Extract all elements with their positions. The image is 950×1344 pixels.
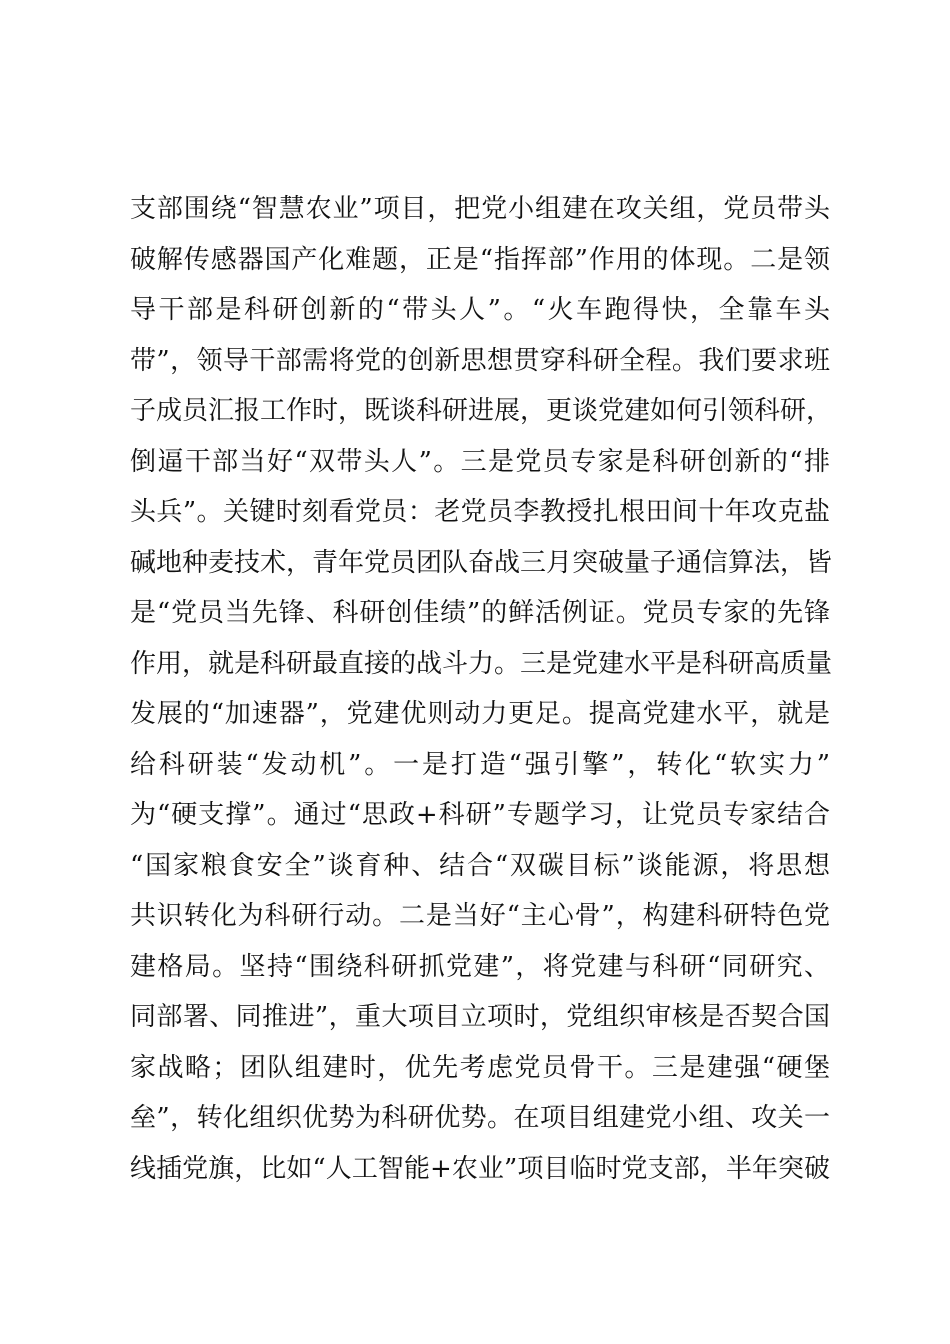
body-paragraph xyxy=(130,184,833,1194)
text-line-12: 给科研装“发动机”。一是打造“强引擎”，转化“软实力” xyxy=(130,749,830,780)
text-line-18: 家战略；团队组建时，优先考虑党员骨干。三是建强“硬堡 xyxy=(130,1052,830,1083)
text-line-5: 子成员汇报工作时，既谈科研进展，更谈党建如何引领科研， xyxy=(130,396,833,426)
text-line-17: 同部署、同推进”，重大项目立项时，党组织审核是否契合国 xyxy=(130,1002,830,1032)
text-line-20: 线插党旗，比如“人工智能+农业”项目临时党支部，半年突破 xyxy=(130,1153,830,1184)
text-line-1: 支部围绕“智慧农业”项目，把党小组建在攻关组，党员带头 xyxy=(130,194,830,224)
text-line-6: 倒逼干部当好“双带头人”。三是党员专家是科研创新的“排 xyxy=(130,446,830,477)
text-line-16: 建格局。坚持“围绕科研抓党建”，将党建与科研“同研究、 xyxy=(130,951,830,982)
text-line-3: 导干部是科研创新的“带头人”。“火车跑得快，全靠车头 xyxy=(130,295,830,325)
text-line-14: “国家粮食安全”谈育种、结合“双碳目标”谈能源，将思想 xyxy=(130,850,830,881)
text-line-10: 作用，就是科研最直接的战斗力。三是党建水平是科研高质量 xyxy=(130,648,833,679)
text-line-15: 共识转化为科研行动。二是当好“主心骨”，构建科研特色党 xyxy=(130,901,830,931)
text-line-4: 带”，领导干部需将党的创新思想贯穿科研全程。我们要求班 xyxy=(130,345,830,376)
text-line-11: 发展的“加速器”，党建优则动力更足。提高党建水平，就是 xyxy=(130,699,830,729)
text-line-19: 垒”，转化组织优势为科研优势。在项目组建党小组、攻关一 xyxy=(130,1103,830,1133)
text-line-9: 是“党员当先锋、科研创佳绩”的鲜活例证。党员专家的先锋 xyxy=(130,598,830,628)
text-line-8: 碱地种麦技术，青年党员团队奋战三月突破量子通信算法，皆 xyxy=(130,547,833,578)
text-line-7: 头兵”。关键时刻看党员：老党员李教授扎根田间十年攻克盐 xyxy=(130,497,830,527)
text-line-2: 破解传感器国产化难题，正是“指挥部”作用的体现。二是领 xyxy=(130,244,830,275)
text-line-13: 为“硬支撑”。通过“思政+科研”专题学习，让党员专家结合 xyxy=(130,800,830,830)
